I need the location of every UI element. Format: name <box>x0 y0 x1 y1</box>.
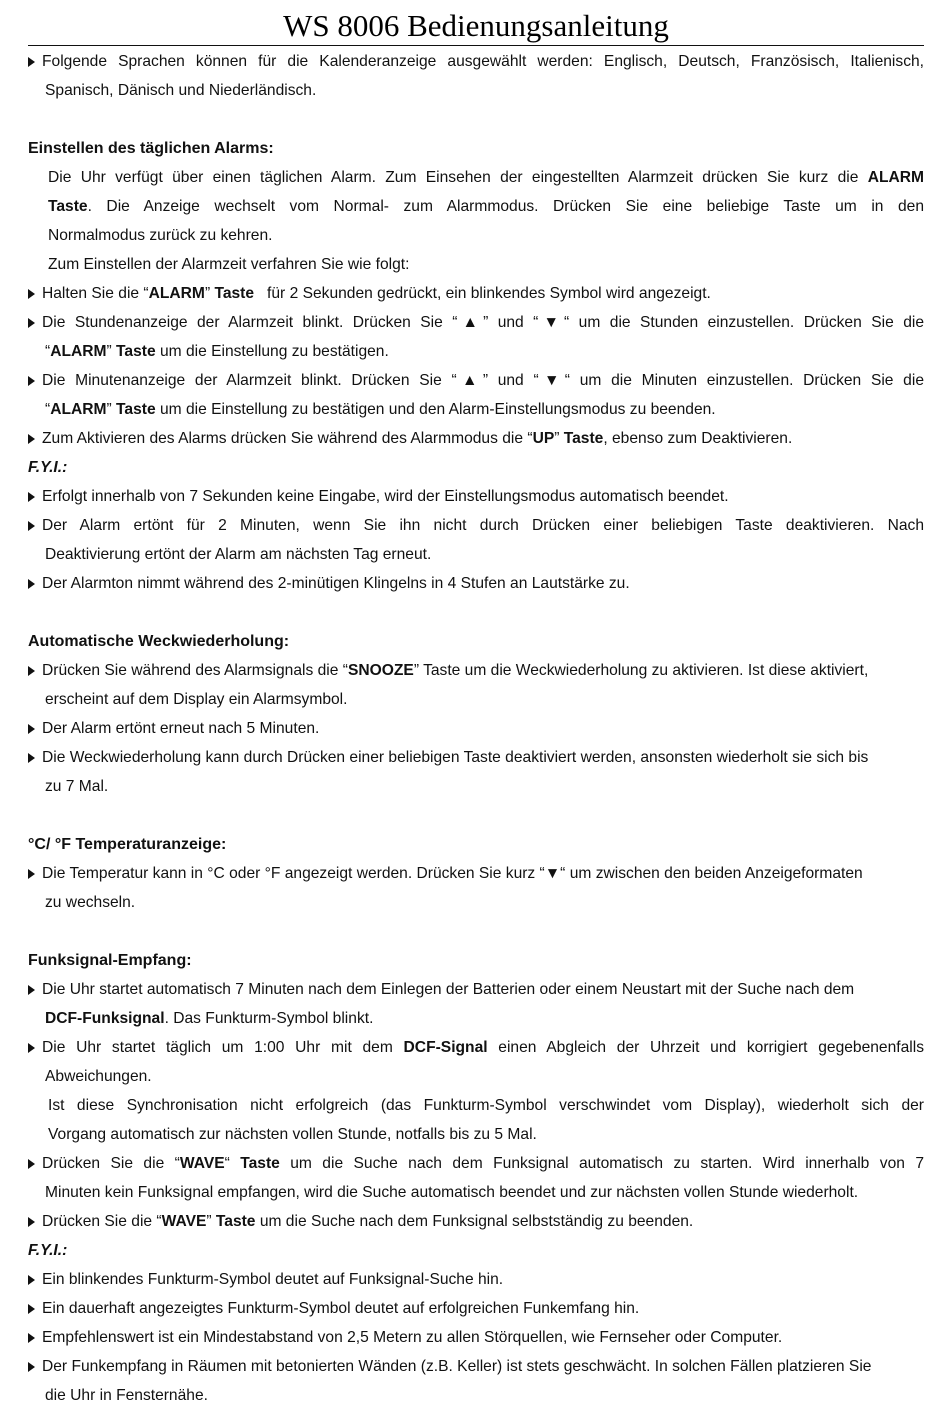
bullet-arrow-icon <box>28 1304 35 1314</box>
bullet-arrow-icon <box>28 434 35 444</box>
bullet-continuation <box>28 395 924 424</box>
text: Die Uhr verfügt über einen täglichen Alarm. Zum Einsehen der eingestellten Alarmzeit drücken Sie kurz die <box>48 169 868 186</box>
bold-text: ALARM <box>50 343 107 360</box>
bullet-arrow-icon <box>28 869 35 879</box>
text: Drücken Sie die “ <box>42 1155 180 1172</box>
bold-text: F.Y.I.: <box>28 1242 68 1259</box>
bold-text: Automatische Weckwiederholung: <box>28 633 290 650</box>
bold-text: Taste <box>563 430 604 447</box>
text: ” <box>554 430 564 447</box>
bullet-arrow-icon <box>28 289 35 299</box>
paragraph-line <box>28 192 924 221</box>
bullet-item <box>28 1033 924 1062</box>
bullet-continuation <box>28 772 924 801</box>
text: Die Stundenanzeige der Alarmzeit blinkt. Drücken Sie “▲” und “▼“ um die Stunden einzustellen. Drücken Sie die <box>42 314 924 331</box>
section-heading <box>28 830 924 859</box>
bold-text: WAVE <box>161 1213 207 1230</box>
text: Drücken Sie die “ <box>42 1213 162 1230</box>
bullet-arrow-icon <box>28 666 35 676</box>
text: Ist diese Synchronisation nicht erfolgreich (das Funkturm-Symbol verschwindet vom Display), wiederholt sich der <box>48 1097 924 1114</box>
bullet-arrow-icon <box>28 1333 35 1343</box>
text: Vorgang automatisch zur nächsten vollen Stunde, notfalls bis zu 5 Mal. <box>48 1126 537 1143</box>
text: , ebenso zum Deaktivieren. <box>603 430 793 447</box>
bold-text: WAVE <box>179 1155 225 1172</box>
bullet-item <box>28 859 924 888</box>
spacer <box>28 801 924 830</box>
text: Zum Einstellen der Alarmzeit verfahren Sie wie folgt: <box>48 256 410 273</box>
bullet-continuation <box>28 1062 924 1091</box>
bullet-item <box>28 656 924 685</box>
text: Ein blinkendes Funkturm-Symbol deutet auf Funksignal-Suche hin. <box>42 1271 504 1288</box>
text: Halten Sie die “ <box>42 285 149 302</box>
bold-text: Taste <box>240 1155 280 1172</box>
bold-text: UP <box>532 430 555 447</box>
text: ” <box>106 343 117 360</box>
paragraph-line <box>28 1091 924 1120</box>
bullet-continuation <box>28 337 924 366</box>
text: Der Alarm ertönt für 2 Minuten, wenn Sie ihn nicht durch Drücken einer beliebigen Taste deaktivieren. Nach <box>42 517 924 534</box>
bullet-arrow-icon <box>28 1159 35 1169</box>
paragraph-line <box>28 250 924 279</box>
fyi-label <box>28 1236 924 1265</box>
text: Der Alarmton nimmt während des 2-minütigen Klingelns in 4 Stufen an Lautstärke zu. <box>42 575 630 592</box>
bold-text: Einstellen des täglichen Alarms: <box>28 140 274 157</box>
text: Die Temperatur kann in °C oder °F angezeigt werden. Drücken Sie kurz “▼“ um zwischen den beiden Anzeigeformaten <box>42 865 863 882</box>
bullet-item <box>28 279 924 308</box>
bullet-arrow-icon <box>28 985 35 995</box>
paragraph-line <box>28 221 924 250</box>
bullet-item <box>28 1149 924 1178</box>
bullet-item <box>28 366 924 395</box>
bullet-arrow-icon <box>28 1217 35 1227</box>
text: ” <box>204 285 215 302</box>
fyi-label <box>28 453 924 482</box>
bullet-continuation <box>28 888 924 917</box>
text: Minuten kein Funksignal empfangen, wird die Suche automatisch beendet und zur nächsten vollen Stunde wiederholt. <box>45 1184 859 1201</box>
bold-text: °C/ °F Temperaturanzeige: <box>28 836 227 853</box>
text: Deaktivierung ertönt der Alarm am nächsten Tag erneut. <box>45 546 432 563</box>
text: ” <box>206 1213 216 1230</box>
spacer <box>28 917 924 946</box>
text: “ <box>45 343 51 360</box>
text: Die Weckwiederholung kann durch Drücken einer beliebigen Taste deaktiviert werden, ansonsten wiederholt sie sich bis <box>42 749 869 766</box>
bullet-arrow-icon <box>28 579 35 589</box>
bold-text: Taste <box>116 401 156 418</box>
bullet-continuation <box>28 540 924 569</box>
text: Ein dauerhaft angezeigtes Funkturm-Symbol deutet auf erfolgreichen Funkemfang hin. <box>42 1300 640 1317</box>
bullet-arrow-icon <box>28 724 35 734</box>
bullet-item <box>28 569 924 598</box>
bold-text: ALARM <box>50 401 107 418</box>
bullet-arrow-icon <box>28 1275 35 1285</box>
bold-text: ALARM <box>148 285 205 302</box>
text: einen Abgleich der Uhrzeit und korrigiert gegebenenfalls <box>487 1039 925 1056</box>
bullet-item <box>28 482 924 511</box>
bold-text: DCF-Signal <box>403 1039 488 1056</box>
spacer <box>28 105 924 134</box>
text: Der Alarm ertönt erneut nach 5 Minuten. <box>42 720 320 737</box>
bullet-item <box>28 424 924 453</box>
section-heading <box>28 946 924 975</box>
section-heading <box>28 627 924 656</box>
text: Der Funkempfang in Räumen mit betonierten Wänden (z.B. Keller) ist stets geschwächt. In solchen Fällen platzieren Sie <box>42 1358 872 1375</box>
text: . Das Funkturm-Symbol blinkt. <box>164 1010 374 1027</box>
bold-text: Funksignal-Empfang: <box>28 952 192 969</box>
bold-text: SNOOZE <box>347 662 414 679</box>
text: um die Einstellung zu bestätigen und den Alarm-Einstellungsmodus zu beenden. <box>155 401 716 418</box>
text: “ <box>45 401 51 418</box>
text: die Uhr in Fensternähe. <box>45 1387 208 1404</box>
bullet-continuation <box>28 76 924 105</box>
bullet-arrow-icon <box>28 492 35 502</box>
text: um die Suche nach dem Funksignal automatisch zu starten. Wird innerhalb von 7 <box>279 1155 925 1172</box>
bold-text: Taste <box>116 343 156 360</box>
bold-text: DCF-Funksignal <box>45 1010 165 1027</box>
bullet-item <box>28 975 924 1004</box>
text: Zum Aktivieren des Alarms drücken Sie während des Alarmmodus die “ <box>42 430 533 447</box>
bullet-item <box>28 714 924 743</box>
bullet-item <box>28 1294 924 1323</box>
bullet-arrow-icon <box>28 1362 35 1372</box>
text: Folgende Sprachen können für die Kalenderanzeige ausgewählt werden: Englisch, Deutsch, Französisch, Italienisch, <box>42 53 924 70</box>
text: . Die Anzeige wechselt vom Normal- zum Alarmmodus. Drücken Sie eine beliebige Taste um in den <box>87 198 924 215</box>
bullet-item <box>28 1207 924 1236</box>
bullet-item <box>28 1323 924 1352</box>
text: Die Uhr startet automatisch 7 Minuten nach dem Einlegen der Batterien oder einem Neustart mit der Suche nach dem <box>42 981 855 998</box>
text: Die Minutenanzeige der Alarmzeit blinkt. Drücken Sie “▲” und “▼“ um die Minuten einzustellen. Drücken Sie die <box>42 372 924 389</box>
text: Abweichungen. <box>45 1068 152 1085</box>
text: Drücken Sie während des Alarmsignals die “ <box>42 662 348 679</box>
bullet-continuation <box>28 1004 924 1033</box>
text: um die Einstellung zu bestätigen. <box>155 343 389 360</box>
bullet-arrow-icon <box>28 1043 35 1053</box>
bold-text: ALARM <box>867 169 924 186</box>
text: Normalmodus zurück zu kehren. <box>48 227 273 244</box>
manual-body <box>28 47 924 1410</box>
bullet-continuation <box>28 1178 924 1207</box>
text: erscheint auf dem Display ein Alarmsymbol. <box>45 691 348 708</box>
text: Empfehlenswert ist ein Mindestabstand von 2,5 Metern zu allen Störquellen, wie Fernseher oder Computer. <box>42 1329 783 1346</box>
text: “ <box>224 1155 241 1172</box>
bullet-continuation <box>28 1381 924 1410</box>
bold-text: Taste <box>215 1213 256 1230</box>
bold-text: F.Y.I.: <box>28 459 68 476</box>
bullet-arrow-icon <box>28 753 35 763</box>
text: für 2 Sekunden gedrückt, ein blinkendes Symbol wird angezeigt. <box>254 285 711 302</box>
text: Die Uhr startet täglich um 1:00 Uhr mit dem <box>42 1039 404 1056</box>
bullet-item <box>28 308 924 337</box>
bullet-item <box>28 511 924 540</box>
bullet-continuation <box>28 685 924 714</box>
section-heading <box>28 134 924 163</box>
text: zu wechseln. <box>45 894 136 911</box>
bold-text: Taste <box>48 198 88 215</box>
bullet-item <box>28 1352 924 1381</box>
bullet-item <box>28 743 924 772</box>
bullet-arrow-icon <box>28 57 35 67</box>
bullet-arrow-icon <box>28 521 35 531</box>
bullet-arrow-icon <box>28 318 35 328</box>
text: ” <box>106 401 117 418</box>
paragraph-line <box>28 163 924 192</box>
text: Erfolgt innerhalb von 7 Sekunden keine Eingabe, wird der Einstellungsmodus automatisch beendet. <box>42 488 729 505</box>
text: zu 7 Mal. <box>45 778 109 795</box>
text: Spanisch, Dänisch und Niederländisch. <box>45 82 317 99</box>
page-title: WS 8006 Bedienungsanleitung <box>28 6 924 46</box>
text: um die Suche nach dem Funksignal selbstständig zu beenden. <box>255 1213 694 1230</box>
bullet-arrow-icon <box>28 376 35 386</box>
bullet-item <box>28 1265 924 1294</box>
paragraph-line <box>28 1120 924 1149</box>
bold-text: Taste <box>214 285 255 302</box>
spacer <box>28 598 924 627</box>
text: ” Taste um die Weckwiederholung zu aktivieren. Ist diese aktiviert, <box>413 662 869 679</box>
bullet-item <box>28 47 924 76</box>
